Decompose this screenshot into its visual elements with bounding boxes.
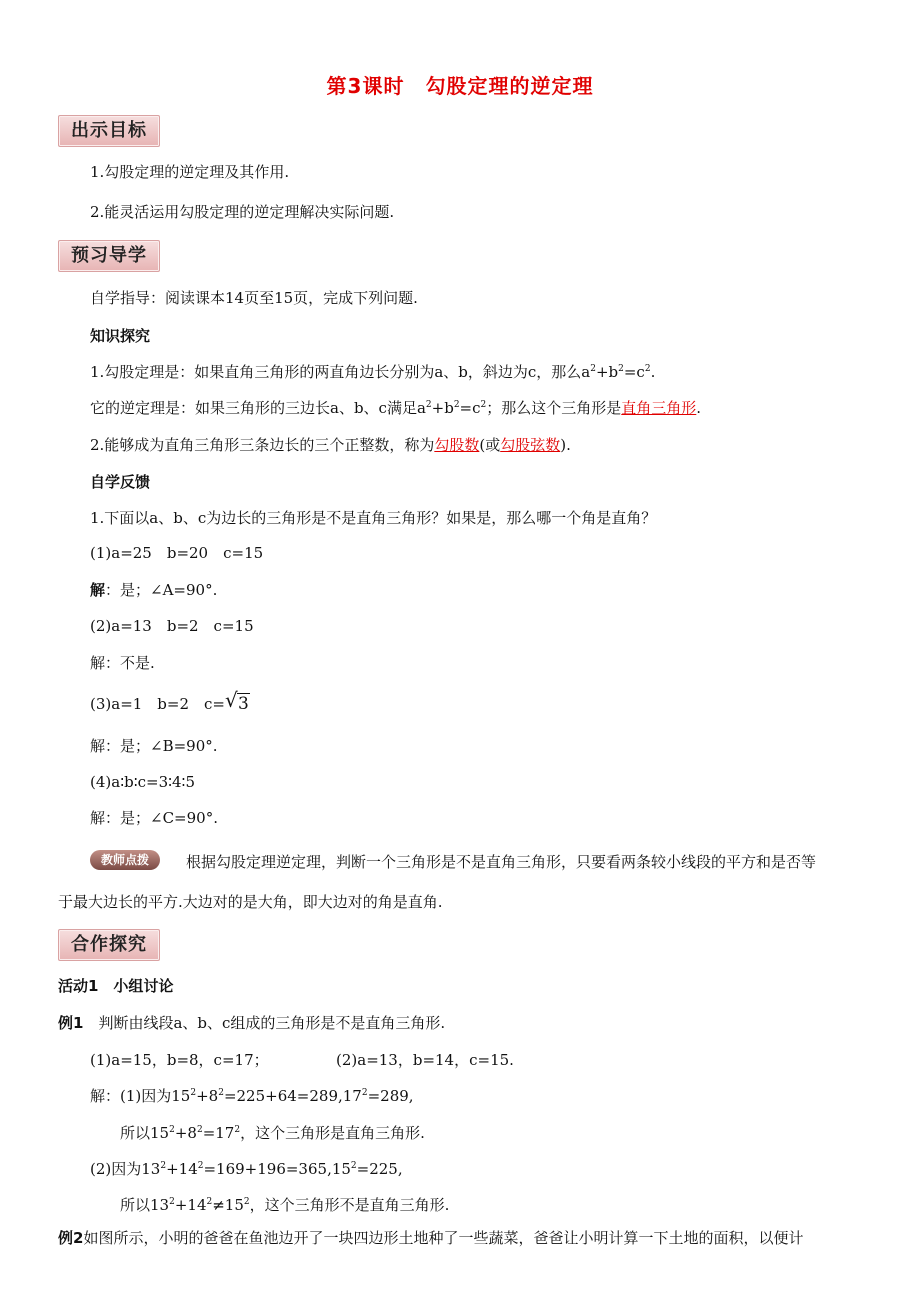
sol1b-text-d: ，这个三角形是直角三角形. <box>240 1124 425 1142</box>
sol1b-text-b: +8 <box>174 1124 197 1142</box>
teacher-tip-line-2: 于最大边长的平方.大边对的是大角，即大边对的角是直角. <box>58 893 443 911</box>
sol2-text-c: =169+196=365,15 <box>203 1160 351 1178</box>
activity-1-heading: 活动1 小组讨论 <box>58 977 174 995</box>
teacher-tip-badge-label: 教师点拨 <box>100 853 149 867</box>
superscript: 2 <box>480 400 487 410</box>
superscript: 2 <box>234 1125 241 1135</box>
knowledge-item-1-end: . <box>650 363 656 381</box>
sol1b-text-c: =17 <box>202 1124 235 1142</box>
answer-pythagorean-triple: 勾股数 <box>434 436 480 454</box>
problem-3 <box>90 688 250 714</box>
knowledge-item-1-text-a: 1.勾股定理是：如果直角三角形的两直角边长分别为a、b，斜边为c，那么a <box>90 363 591 381</box>
superscript: 2 <box>618 364 624 374</box>
example-1 <box>58 1013 445 1033</box>
problem-3-solution: 解：是；∠B=90°. <box>90 737 218 755</box>
feedback-question-1: 1.下面以a、b、c为边长的三角形是不是直角三角形？如果是，那么哪一个角是直角？ <box>90 509 657 527</box>
knowledge-item-1 <box>90 362 655 382</box>
superscript: 2 <box>197 1161 204 1171</box>
superscript: 2 <box>350 1161 357 1171</box>
preview-guide: 自学指导：阅读课本14页至15页，完成下列问题. <box>90 289 418 307</box>
knowledge-converse-end: . <box>696 399 702 417</box>
problem-1-solution <box>90 580 217 600</box>
sol2b-text-d: ，这个三角形不是直角三角形. <box>249 1196 450 1214</box>
knowledge-converse <box>90 398 701 418</box>
example-1-conclusion-2 <box>120 1195 449 1215</box>
superscript: 2 <box>190 1088 197 1098</box>
knowledge-converse-text-a: 它的逆定理是：如果三角形的三边长a、b、c满足a <box>90 399 426 417</box>
problem-1: (1)a=25 b=20 c=15 <box>90 544 264 562</box>
teacher-tip-badge <box>90 850 160 870</box>
superscript: 2 <box>206 1197 213 1207</box>
superscript: 2 <box>196 1125 203 1135</box>
sol2b-text-a: 所以13 <box>120 1196 170 1214</box>
solution-label: 解 <box>90 581 106 599</box>
answer-pythagorean-string: 勾股弦数 <box>500 436 561 454</box>
example-2-text: 如图所示，小明的爸爸在鱼池边开了一块四边形土地种了一些蔬菜，爸爸让小明计算一下土地的面积，以便计 <box>83 1229 804 1247</box>
sqrt-argument: 3 <box>238 694 249 714</box>
superscript: 2 <box>169 1125 175 1135</box>
problem-2-solution: 解：不是. <box>90 654 155 672</box>
sol1-text-d: =289, <box>367 1087 414 1105</box>
sol1b-text-a: 所以15 <box>120 1124 170 1142</box>
goal-item-2: 2.能灵活运用勾股定理的逆定理解决实际问题. <box>90 203 395 221</box>
example-2-label: 例2 <box>58 1229 84 1247</box>
example-2 <box>58 1228 803 1248</box>
superscript: 2 <box>453 400 460 410</box>
goal-item-1: 1.勾股定理的逆定理及其作用. <box>90 163 290 181</box>
problem-4-solution: 解：是；∠C=90°. <box>90 809 218 827</box>
section-badge-preview <box>58 240 160 272</box>
knowledge-item-2-text: 2.能够成为直角三角形三条边长的三个正整数，称为 <box>90 436 435 454</box>
knowledge-heading: 知识探究 <box>90 327 151 345</box>
section-badge-goal <box>58 115 160 147</box>
example-1-text: 判断由线段a、b、c组成的三角形是不是直角三角形. <box>83 1014 446 1032</box>
knowledge-converse-text-d: ；那么这个三角形是 <box>486 399 622 417</box>
sol2b-text-b: +14 <box>174 1196 207 1214</box>
sol2-text-b: +14 <box>166 1160 198 1178</box>
knowledge-converse-text-b: +b <box>431 399 454 417</box>
superscript: 2 <box>644 364 651 374</box>
knowledge-item-1-text-b: +b <box>595 363 619 381</box>
section-badge-cooperate-label: 合作探究 <box>71 934 147 955</box>
superscript: 2 <box>160 1161 167 1171</box>
knowledge-converse-text-c: =c <box>459 399 481 417</box>
sol1-text-a: 解：(1)因为15 <box>90 1087 191 1105</box>
knowledge-item-2 <box>90 435 571 455</box>
sol2b-text-c: ≠15 <box>212 1196 244 1214</box>
section-badge-cooperate <box>58 929 160 961</box>
superscript: 2 <box>361 1088 368 1098</box>
section-badge-goal-label: 出示目标 <box>71 120 147 141</box>
sqrt-radical: √ 3 <box>225 688 249 714</box>
knowledge-item-1-text-c: =c <box>623 363 645 381</box>
problem-2: (2)a=13 b=2 c=15 <box>90 617 254 635</box>
knowledge-item-2-mid: (或 <box>479 436 501 454</box>
example-1-solution-1 <box>90 1086 414 1106</box>
problem-3-text: (3)a=1 b=2 c= <box>90 695 225 713</box>
superscript: 2 <box>243 1197 250 1207</box>
knowledge-item-2-end: ). <box>560 436 571 454</box>
superscript: 2 <box>218 1088 224 1098</box>
superscript: 2 <box>425 400 432 410</box>
section-badge-preview-label: 预习导学 <box>71 245 147 266</box>
example-1-part-2: (2)a=13，b=14，c=15. <box>336 1051 514 1069</box>
example-1-conclusion-1 <box>120 1123 425 1143</box>
feedback-heading: 自学反馈 <box>90 473 151 491</box>
superscript: 2 <box>590 364 596 374</box>
example-1-label: 例1 <box>58 1014 84 1032</box>
sol2-text-d: =225, <box>356 1160 403 1178</box>
teacher-tip-line-1: 根据勾股定理逆定理，判断一个三角形是不是直角三角形，只要看两条较小线段的平方和是否等 <box>186 853 817 871</box>
page-title: 第3课时 勾股定理的逆定理 <box>326 74 594 98</box>
problem-4: (4)a∶b∶c=3∶4∶5 <box>90 773 196 791</box>
superscript: 2 <box>169 1197 175 1207</box>
example-1-solution-2 <box>90 1159 403 1179</box>
solution-text: ：是；∠A=90°. <box>105 581 218 599</box>
example-1-part-1: (1)a=15，b=8，c=17； <box>90 1051 269 1069</box>
sol1-text-b: +8 <box>196 1087 219 1105</box>
sol1-text-c: =225+64=289,17 <box>223 1087 362 1105</box>
answer-right-triangle: 直角三角形 <box>621 399 697 417</box>
sol2-text-a: (2)因为13 <box>90 1160 161 1178</box>
